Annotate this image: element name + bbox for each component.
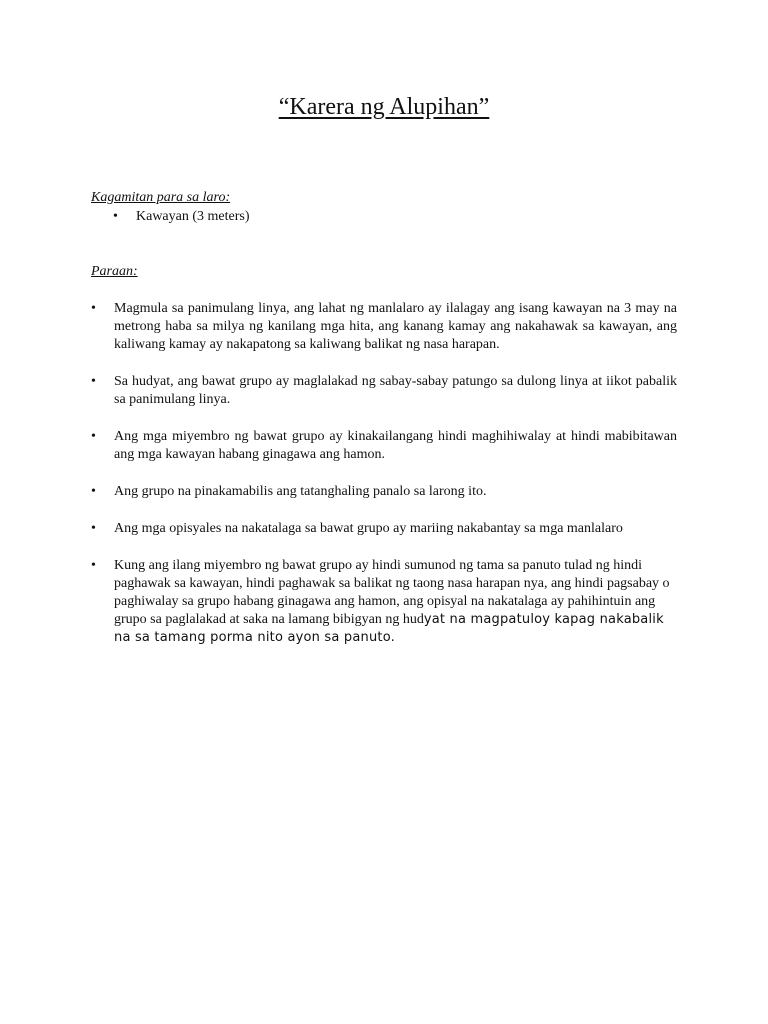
method-step bbox=[91, 373, 677, 409]
method-step bbox=[91, 428, 677, 464]
method-step-text: Ang mga opisyales na nakatalaga sa bawat grupo ay mariing nakabantay sa mga manlalaro bbox=[114, 521, 623, 536]
method-step-text: Sa hudyat, ang bawat grupo ay maglalakad ng sabay-sabay patungo sa dulong linya at iikot pabalik sa panimulang linya. bbox=[114, 374, 677, 407]
method-step-final bbox=[91, 557, 677, 647]
document-title bbox=[0, 92, 768, 122]
method-step-text: Magmula sa panimulang linya, ang lahat ng manlalaro ay ilalagay ang isang kawayan na 3 may na metrong haba sa milya ng kanilang mga hita, ang kanang kamay ang nakahawak sa kawayan, ang kaliwang kamay ay nakapatong sa kaliwang balikat ng nasa harapan. bbox=[114, 301, 677, 352]
bullet-icon: • bbox=[113, 209, 118, 224]
materials-item bbox=[113, 208, 250, 226]
bullet-icon: • bbox=[91, 429, 96, 444]
method-step-text: Ang mga miyembro ng bawat grupo ay kinakailangang hindi maghihiwalay at hindi mabibitawan ang mga kawayan habang ginagawa ang hamon. bbox=[114, 429, 677, 462]
method-step bbox=[91, 520, 677, 538]
bullet-icon: • bbox=[91, 301, 96, 316]
materials-heading: Kagamitan para sa laro: bbox=[91, 190, 231, 205]
method-step-text-tail: yat na magpatuloy kapag nakabalik na sa tamang porma nito ayon sa panuto. bbox=[114, 612, 664, 645]
method-step-text: Ang grupo na pinakamabilis ang tatanghaling panalo sa larong ito. bbox=[114, 484, 487, 499]
bullet-icon: • bbox=[91, 521, 96, 536]
bullet-icon: • bbox=[91, 484, 96, 499]
bullet-icon: • bbox=[91, 374, 96, 389]
materials-item-text: Kawayan (3 meters) bbox=[136, 209, 250, 224]
method-step-text: Kung ang ilang miyembro ng bawat grupo ay hindi sumunod ng tama sa panuto tulad ng hindi paghawak sa kawayan, hindi paghawak sa balikat ng taong nasa harapan nya, ang hindi pagsabay o paghiwalay sa grupo habang ginagawa ang hamon, ang opisyal na nakatalaga ay pahihintuin ang grupo sa paglalakad at saka na lamang bibigyan ng hud bbox=[114, 558, 670, 627]
bullet-icon: • bbox=[91, 558, 96, 573]
document-title-text: “Karera ng Alupihan” bbox=[278, 94, 490, 120]
method-steps-list bbox=[91, 300, 677, 666]
materials-list bbox=[113, 208, 250, 226]
method-step bbox=[91, 483, 677, 501]
method-step bbox=[91, 300, 677, 354]
method-heading: Paraan: bbox=[91, 264, 138, 279]
